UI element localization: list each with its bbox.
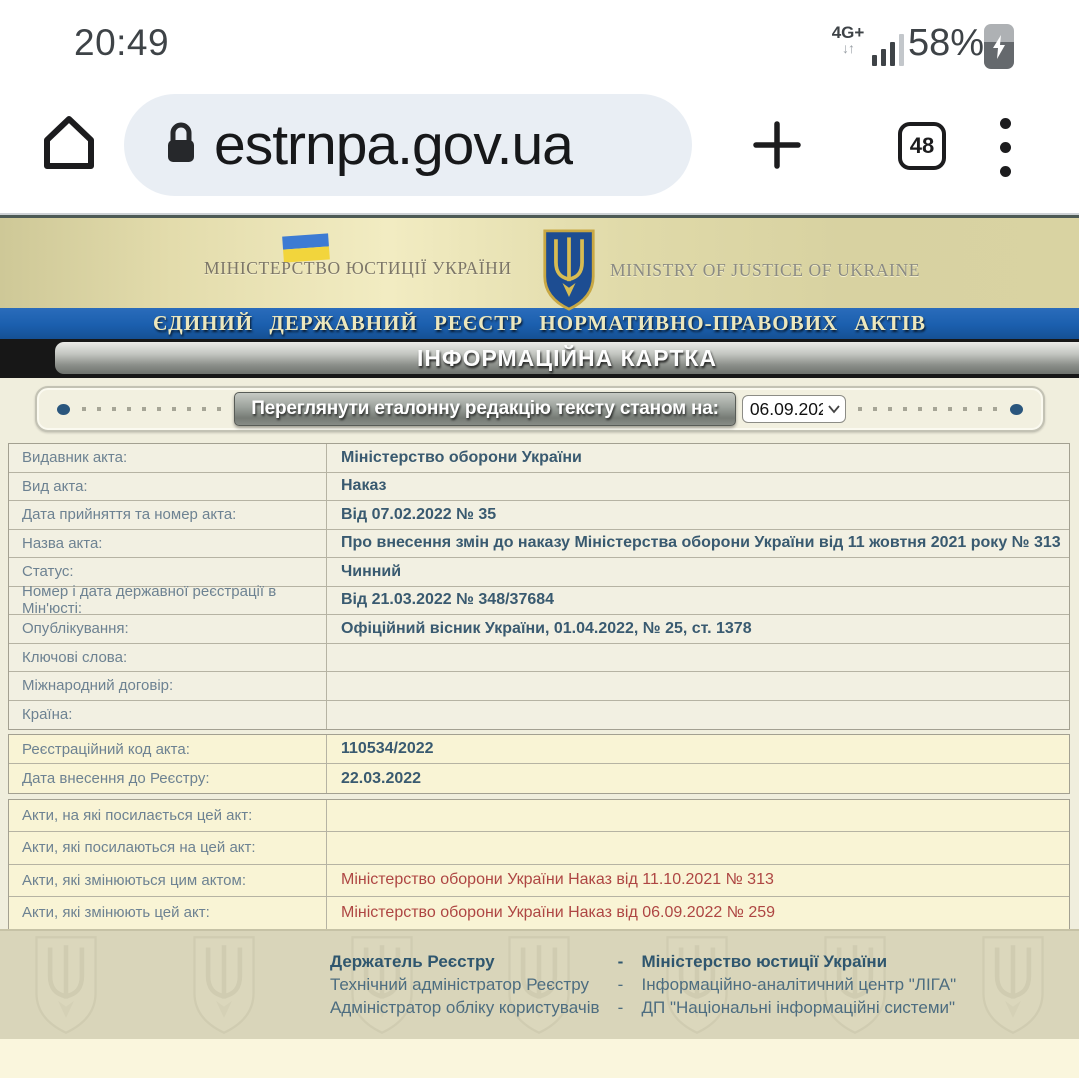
new-tab-button[interactable] [748, 116, 806, 174]
title-band [0, 339, 1079, 378]
page-title: ІНФОРМАЦІЙНА КАРТКА [416, 344, 718, 371]
row-value: Від 07.02.2022 № 35 [341, 505, 497, 523]
row-label: Акти, які посилаються на цей акт: [9, 832, 327, 863]
row-label: Дата внесення до Реєстру: [9, 764, 327, 793]
row-value: Офіційний вісник України, 01.04.2022, № 25, ст. 1378 [341, 619, 752, 637]
plus-icon [748, 116, 806, 174]
row-label: Дата прийняття та номер акта: [9, 501, 327, 529]
footer-role: Технічний адміністратор Реєстру [330, 975, 589, 994]
row-label: Акти, які змінюють цей акт: [9, 897, 327, 929]
table-row [9, 897, 1069, 929]
table-row [9, 832, 1069, 864]
table-row [9, 473, 1069, 502]
table-row [9, 615, 1069, 644]
dotted-rule [858, 407, 998, 411]
row-label: Опублікування: [9, 615, 327, 643]
registry-banner [0, 308, 1079, 339]
browser-menu-button[interactable] [998, 118, 1012, 178]
footer-org: Міністерство юстиції України [641, 952, 888, 971]
revision-toolbar [35, 386, 1045, 432]
tab-count: 48 [909, 133, 935, 158]
table-row [9, 583, 1069, 618]
related-acts-table [8, 799, 1070, 930]
home-button[interactable] [38, 112, 100, 174]
ministry-name-ua: МІНІСТЕРСТВО ЮСТИЦІЇ УКРАЇНИ [204, 258, 512, 278]
row-label: Країна: [9, 701, 327, 730]
trident-watermark-icon [172, 935, 276, 1035]
url-text: estrnpa.gov.ua [214, 113, 573, 177]
row-label: Номер і дата державної реєстрації в Мін'юсті: [9, 587, 327, 615]
row-label: Акти, на які посилається цей акт: [9, 800, 327, 831]
table-row [9, 672, 1069, 701]
lock-icon [162, 119, 200, 172]
table-row [9, 735, 1069, 764]
table-row [9, 530, 1069, 559]
row-label: Назва акта: [9, 530, 327, 558]
footer-separator: - [617, 952, 624, 971]
browser-toolbar [0, 90, 1079, 215]
row-value: Міністерство оборони України [341, 448, 582, 466]
footer-separator: - [617, 975, 624, 994]
row-value [327, 672, 1069, 700]
signal-strength-icon [872, 30, 906, 66]
footer-org: ДП "Національні інформаційні системи" [641, 998, 956, 1017]
row-value [327, 800, 1069, 831]
table-row [9, 644, 1069, 673]
row-label: Ключові слова: [9, 644, 327, 672]
table-row [9, 701, 1069, 730]
revision-date-select[interactable] [742, 395, 846, 423]
tab-counter-button[interactable] [898, 122, 946, 170]
footer-org: Інформаційно-аналітичний центр "ЛІГА" [641, 975, 957, 994]
battery-percentage: 58% [908, 22, 985, 64]
row-value: Чинний [341, 562, 402, 580]
left-end-dot [57, 404, 70, 415]
row-label: Статус: [9, 558, 327, 586]
main-info-table [8, 443, 1070, 730]
row-value-link[interactable]: Міністерство оборони України Наказ від 06.09.2022 № 259 [341, 903, 776, 921]
footer-role: Держатель Реєстру [330, 952, 495, 971]
footer-separator: - [617, 998, 624, 1017]
row-value [327, 832, 1069, 863]
card-body [0, 378, 1079, 1078]
row-label: Вид акта: [9, 473, 327, 501]
web-page [0, 215, 1079, 1078]
data-arrows-icon: ↓↑ [842, 40, 854, 56]
registry-banner-text: ЄДИНИЙ ДЕРЖАВНИЙ РЕЄСТР НОРМАТИВНО-ПРАВОВИХ АКТІВ [153, 311, 926, 335]
trident-watermark-icon [14, 935, 118, 1035]
table-row [9, 501, 1069, 530]
row-value: 110534/2022 [341, 740, 434, 757]
row-label: Міжнародний договір: [9, 672, 327, 700]
row-value: Наказ [341, 477, 387, 495]
home-icon [47, 119, 91, 166]
row-label: Видавник акта: [9, 444, 327, 472]
ukraine-trident-emblem-icon [541, 229, 597, 316]
registry-info-table [8, 734, 1070, 794]
status-bar [0, 0, 1079, 90]
footer-role: Адміністратор обліку користувачів [330, 998, 600, 1017]
row-label: Акти, які змінюються цим актом: [9, 865, 327, 896]
row-value: Про внесення змін до наказу Міністерства оборони України від 11 жовтня 2021 року № 313 [341, 534, 1061, 552]
view-revision-button[interactable]: Переглянути еталонну редакцію тексту станом на: [234, 392, 736, 426]
table-row [9, 444, 1069, 473]
table-row [9, 865, 1069, 897]
row-value: 22.03.2022 [341, 769, 422, 787]
row-value [327, 644, 1069, 672]
ministry-header [0, 215, 1079, 308]
clock: 20:49 [74, 22, 170, 63]
row-value: Від 21.03.2022 № 348/37684 [341, 591, 555, 609]
trident-watermark-icon [961, 935, 1065, 1035]
table-row [9, 764, 1069, 793]
table-row [9, 800, 1069, 832]
network-type-indicator: 4G+ ↓↑ [826, 24, 870, 55]
dotted-rule [82, 407, 222, 411]
table-row [9, 558, 1069, 587]
footer-credits [330, 951, 956, 1019]
row-label: Реєстраційний код акта: [9, 735, 327, 763]
bottom-strip [0, 1039, 1079, 1078]
right-end-dot [1010, 404, 1023, 415]
address-bar[interactable] [124, 94, 692, 196]
row-value [327, 701, 1069, 730]
page-title-bar [55, 342, 1079, 374]
battery-charging-icon [984, 24, 1014, 69]
ministry-name-en: MINISTRY OF JUSTICE OF UKRAINE [610, 260, 921, 280]
site-footer [0, 929, 1079, 1039]
row-value-link[interactable]: Міністерство оборони України Наказ від 11.10.2021 № 313 [341, 871, 774, 889]
